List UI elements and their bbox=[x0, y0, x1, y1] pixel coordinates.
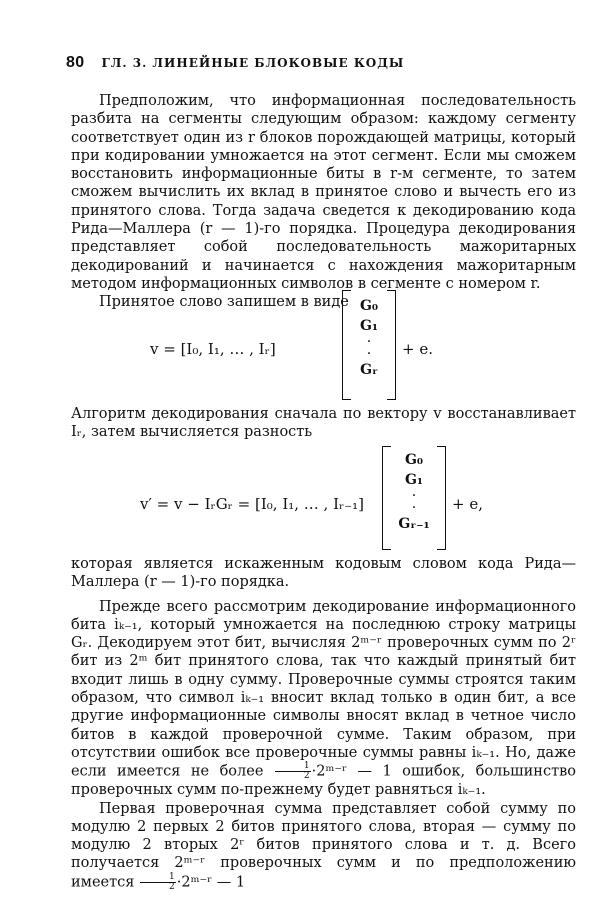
matrix-2-row-0: G₀ bbox=[404, 452, 424, 468]
matrix-1-row-0: G₀ bbox=[359, 298, 379, 314]
matrix-2-row-2: · bbox=[411, 488, 417, 504]
paragraph-2: Принятое слово запишем в виде bbox=[99, 294, 349, 311]
matrix-2-row-4: Gᵣ₋₁ bbox=[398, 516, 430, 532]
text-block-2 bbox=[71, 405, 576, 442]
paragraph-5-part-2: ·2ᵐ⁻ʳ — 1 ошибок, большинство проверочных сумм по-прежнему будет равняться iₖ₋₁. bbox=[71, 763, 576, 799]
fraction-one-half bbox=[275, 762, 311, 781]
paragraph-4: которая является искаженным кодовым словом кода Рида—Маллера (r — 1)-го порядка. bbox=[71, 556, 576, 591]
matrix-2-row-1: G₁ bbox=[404, 472, 424, 488]
paragraph-6-part-2: ·2ᵐ⁻ʳ — 1 bbox=[176, 874, 246, 891]
equation-2-rhs: + e, bbox=[452, 495, 483, 513]
equation-1-matrix bbox=[342, 290, 396, 400]
matrix-1-row-3: · bbox=[366, 346, 372, 362]
equation-1-lhs: v = [I₀, I₁, … , Iᵣ] bbox=[150, 340, 276, 358]
matrix-1-row-4: Gᵣ bbox=[360, 362, 378, 378]
paragraph-5 bbox=[71, 598, 576, 800]
fraction-one-half-2 bbox=[140, 873, 176, 892]
paragraph-6 bbox=[71, 800, 576, 892]
fraction-denominator-2: 2 bbox=[169, 881, 175, 892]
paragraph-5-part-1: Прежде всего рассмотрим декодирование информационного бита iₖ₋₁, который умножается на последнюю строку матрицы Gᵣ. Декодируем этот бит, вычисляя 2ᵐ⁻ʳ проверочных сумм по 2ʳ бит из 2ᵐ бит принятого слова, так что каждый принятый бит входит лишь в одну сумму. Проверочные суммы строятся таким образом, что символ iₖ₋₁ вносит вклад только в один бит, а все другие информационные символы вносят вклад в четное число битов в каждой проверочной сумме. Таким образом, при отсутствии ошибок все проверочные суммы равны iₖ₋₁. Но, даже если имеется не более bbox=[71, 598, 576, 780]
equation-2-matrix bbox=[382, 446, 446, 550]
matrix-1-row-2: · bbox=[366, 334, 372, 350]
paragraph-1: Предположим, что информационная последовательность разбита на сегменты следующим образом: каждому сегменту соответствует один из r блоков порождающей матрицы, который при кодировании умножается на этот сегмент. Если мы сможем восстановить информационные биты в r-м сегменте, то затем сможем вычислить их вклад в принятое слово и вычесть его из принятого слова. Тогда задача сведется к декодированию кода Рида—Маллера (r — 1)-го порядка. Процедура декодирования представляет собой последовательность мажоритарных декодирований и начинается с нахождения мажоритарным методом информационных символов в сегменте с номером r. bbox=[71, 93, 576, 292]
chapter-title: ГЛ. 3. ЛИНЕЙНЫЕ БЛОКОВЫЕ КОДЫ bbox=[101, 56, 405, 70]
fraction-numerator-2: 1 bbox=[140, 873, 176, 883]
equation-1-rhs: + e. bbox=[402, 340, 433, 358]
text-block-1 bbox=[71, 92, 576, 312]
matrix-1-row-1: G₁ bbox=[359, 318, 379, 334]
running-header bbox=[66, 54, 404, 72]
equation-2-lhs: v′ = v − IᵣGᵣ = [I₀, I₁, … , Iᵣ₋₁] bbox=[140, 495, 365, 513]
fraction-denominator: 2 bbox=[303, 771, 310, 782]
matrix-2-row-3: · bbox=[411, 500, 417, 516]
text-block-3 bbox=[71, 555, 576, 892]
paragraph-3: Алгоритм декодирования сначала по вектору v восстанавливает Iᵣ, затем вычисляется разность bbox=[71, 406, 576, 441]
paragraph-6-part-1: Первая проверочная сумма представляет собой сумму по модулю 2 первых 2 битов принятого слова, вторая — сумму по модулю 2 вторых 2ʳ битов принятого слова и т. д. Всего получается 2ᵐ⁻ʳ проверочных сумм и по предположению имеется bbox=[71, 800, 576, 891]
fraction-numerator: 1 bbox=[275, 762, 311, 772]
page-number: 80 bbox=[66, 54, 85, 71]
